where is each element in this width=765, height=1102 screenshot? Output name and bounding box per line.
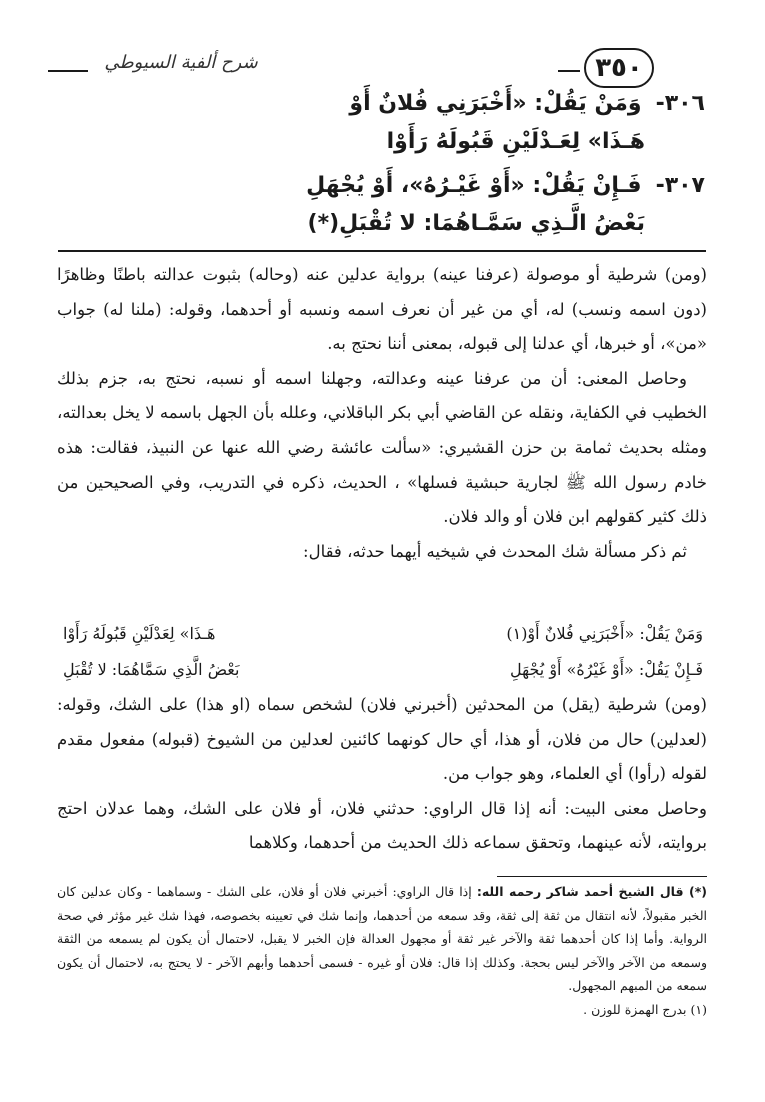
main-divider (58, 250, 706, 252)
commentary-paragraph: ثم ذكر مسألة شك المحدث في شيخيه أيهما حدثه، فقال: (303, 541, 687, 561)
verse-text: بَعْضُ الَّـذِي سَمَّـاهُمَا: لا تُقْبَلِ(*) (307, 211, 645, 236)
footnote-divider (497, 876, 707, 877)
footnotes (57, 880, 707, 1021)
verse-number: ٣٠٦- (655, 91, 705, 116)
footnote-1: (١) بدرج الهمزة للوزن . (583, 1001, 707, 1017)
commentary-block-2 (57, 688, 707, 861)
verse-number: ٣٠٧- (655, 173, 705, 198)
couplet-first-hemistich: وَمَنْ يَقُلْ: «أَخْبَرَنِي فُلانٌ أَوْ(١) (506, 624, 703, 643)
commentary-paragraph: وحاصل معنى البيت: أنه إذا قال الراوي: حدثني فلان، أو فلان على الشك، وهما عدلان احتج بروايته، لأنه عينهما، وتحقق سماعه ذلك الحديث من أحدهما، وكلاهما (57, 798, 707, 853)
couplet-first-hemistich: فَـإِنْ يَقُلْ: «أَوْ غَيْرُهُ» أَوْ يُجْهَلِ (509, 660, 703, 679)
commentary-block-1 (57, 258, 707, 569)
couplet-line (63, 654, 703, 686)
commentary-paragraph: وحاصل المعنى: أن من عرفنا عينه وعدالته، وجهلنا اسمه أو نسبه، نحتج به، جزم بذلك الخطيب في الكفاية، ونقله عن القاضي أبي بكر الباقلاني، وعلله بأن الجهل باسمه لا يخل بعدالته، ومثله بحديث ثمامة بن حزن القشيري: «سألت عائشة رضي الله عنها عن النبيذ، فقالت: هذه خادم رسول الله ﷺ لجارية حبشية فسلها» ، الحديث، ذكره في التدريب، وفي الصحيحين من ذلك كثير كقولهم ابن فلان أو والد فلان. (57, 368, 707, 527)
footnote-star-head: (*) قال الشيخ أحمد شاكر رحمه الله: (476, 884, 708, 899)
verse-line (65, 86, 705, 122)
footnote-star (57, 880, 707, 998)
commentary-paragraph: (ومن) شرطية (يقل) من المحدثين (أخبرني فلان) لشخص سماه (او هذا) على الشك، وقوله: (لعدلين) حال من فلان، أو هذا، أي حال كونهما كائنين لعدلين من الشيوخ (قبوله) مفعول مقدم لقوله (رأوا) أي العلماء، وهو جواب من. (57, 695, 707, 784)
verse-line (65, 124, 645, 160)
verse-text: وَمَنْ يَقُلْ: «أَخْبَرَنِي فُلانٌ أَوْ (349, 91, 642, 116)
verse-text: فَـإِنْ يَقُلْ: «أَوْ غَيْـرُهُ»، أَوْ يُجْهَلِ (306, 173, 642, 198)
couplet-line (63, 618, 703, 650)
running-head: شرح ألفية السيوطي (104, 52, 258, 73)
header-rule-right (558, 70, 580, 72)
couplet-second-hemistich: هَـذَا» لِعَدْلَيْنِ قَبُولَهُ رَأَوْا (63, 624, 216, 643)
commentary-paragraph: (ومن) شرطية أو موصولة (عرفنا عينه) برواية عدلين عنه (وحاله) بثبوت عدالته باطنًا وظاهرًا (دون اسمه ونسب) له، أي من غير أن نعرف اسمه ونسبه أو أحدهما، وقوله: (ملنا له) جواب «من»، أو خبرها، أي عدلنا إلى قبوله، بمعنى أننا نحتج به. (57, 265, 707, 354)
page-number: ٣٥٠ (584, 48, 654, 88)
verse-line (65, 168, 705, 204)
verse-line (65, 206, 645, 242)
footnote-star-text: إذا قال الراوي: أخبرني فلان أو فلان، على الشك - وسماهما - وكان عدلين كان الخبر مقبولاً، لأنه انتقال من ثقة إلى ثقة، وقد سمعه من أحدهما، وإنما شك في تعيينه بخصوصه، فهذا شك غير مؤثر في صحة الرواية. وأما إذا كان أحدهما ثقة والآخر غير ثقة أو مجهول العدالة فإن الخبر لا يقبل، لاحتمال أن يكون لم يسمعه من الثقة وسمعه من الآخر والآخر ليس بحجة. وكذلك إذا قال: فلان أو غيره - فسمى أحدهما وأبهم الآخر - لا يحتج به، لاحتمال أن يكون سمعه من المبهم المجهول. (57, 884, 707, 993)
couplet-second-hemistich: بَعْضُ الَّذِي سَمَّاهُمَا: لا تُقْبَلِ (63, 660, 240, 679)
verse-text: هَـذَا» لِعَـدْلَيْنِ قَبُولَهُ رَأَوْا (386, 129, 645, 154)
header-rule-left (48, 70, 88, 72)
